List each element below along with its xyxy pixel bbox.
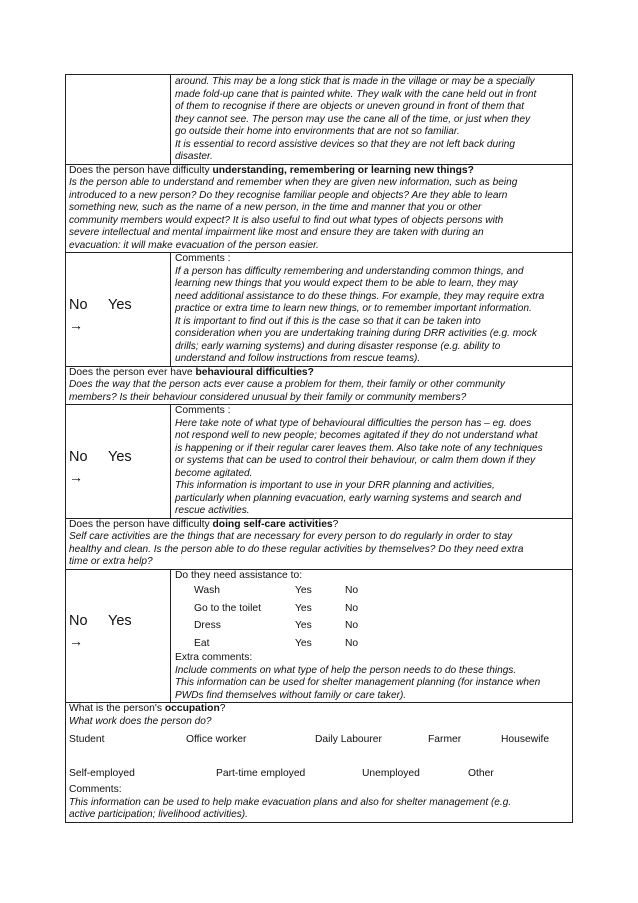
arrow-icon: → [69,632,83,649]
text-line: If a person has difficulty remembering and understanding common things, and [175,265,524,277]
task-yes-option[interactable]: Yes [295,602,312,614]
option-self-employed[interactable]: Self-employed [69,768,135,779]
text-line: particularly when planning evacuation, early warning systems and search and [175,492,522,504]
text-line: This information can be used to help make evacuation plans and also for shelter management (e.g. [69,796,512,808]
answer-cell [66,253,171,366]
understanding-help [69,177,569,252]
option-office-worker[interactable]: Office worker [186,734,247,745]
help-line: healthy and clean. Is the person able to do these regular activities by themselves? Do they need extra [69,543,524,555]
text-line: not respond well to new people; becomes agitated if they do not understand what [175,430,538,441]
occupation-question [69,703,569,716]
occupation-help: What work does the person do? [69,715,212,727]
behaviour-help [69,379,569,404]
text-line: understand and follow instructions from rescue teams). [175,353,421,364]
understanding-question [69,165,569,178]
text-line: practice or extra time to learn new things, or to remember important information. [175,303,532,314]
assist-label: Do they need assistance to: [175,569,303,581]
comments-label: Comments : [175,405,231,416]
task-row-wash [175,582,569,600]
yes-option[interactable]: Yes [108,297,132,313]
behaviour-question-row [66,366,572,405]
empty-cell [66,75,171,164]
arrow-icon: → [69,317,83,333]
help-line: severe intellectual and mental impairment like most and ensure they are taken with during an [69,227,484,238]
question-topic: doing self-care activities [212,518,333,530]
option-part-time-employed[interactable]: Part-time employed [216,768,306,779]
text-line: is happening or if their regular carer leaves them. Also take note of any techniques [175,442,543,454]
yes-option[interactable]: Yes [108,449,132,465]
task-no-option[interactable]: No [345,585,359,596]
task-no-option[interactable]: No [345,637,359,649]
question-text: Does the person have difficulty [69,164,213,176]
option-unemployed[interactable]: Unemployed [362,768,420,779]
text-line: This information can be used for shelter management planning (for instance when [175,677,541,688]
comments-text [175,266,569,366]
text-line: This information is important to use in your DRR planning and activities, [175,480,495,491]
understanding-answer-row [66,252,572,366]
text-line: active participation; livelihood activities). [69,809,248,820]
help-line: Self care activities are the things that are necessary for every person to do regularly in order to stay [69,531,513,542]
arrow-icon: → [69,469,83,485]
help-line: Does the way that the person acts ever cause a problem for them, their family or other community [69,379,505,390]
text-line: become agitated. [175,467,253,479]
comments-label: Comments: [69,784,122,795]
selfcare-question [69,519,569,532]
assistive-devices-text [171,75,572,164]
option-farmer[interactable]: Farmer [428,734,462,745]
question-topic: occupation [164,703,220,714]
occupation-options-row-1 [69,734,569,750]
task-name: Eat [194,637,210,649]
task-name: Go to the toilet [194,602,261,614]
no-option[interactable]: No [69,297,88,313]
selfcare-details [171,570,572,703]
task-no-option[interactable]: No [345,602,359,614]
text-line: disaster. [175,151,213,162]
question-topic: behavioural difficulties? [195,366,314,378]
option-daily-labourer[interactable]: Daily Labourer [315,734,382,745]
text-line: around. This may be a long stick that is made in the village or may be a specially [175,76,535,87]
answer-cell [66,405,171,518]
help-line: introduced to a new person? Do they recognise familiar people and objects? Are they able to learn [69,189,508,201]
question-mark: ? [219,703,226,714]
help-line: evacuation: it will make evacuation of the person easier. [69,239,319,251]
task-row-dress [175,617,569,635]
text-line: It is essential to record assistive devices so that they are not left back during [175,138,515,150]
selfcare-question-row [66,518,572,569]
help-line: members? Is their behaviour considered unusual by their family or community members? [69,391,467,403]
text-line: Here take note of what type of behavioural difficulties the person has – eg. does [175,417,532,429]
text-line: Include comments on what type of help the person needs to do these things. [175,664,517,676]
option-housewife[interactable]: Housewife [501,734,550,745]
question-text: Does the person ever have [69,366,196,378]
option-other[interactable]: Other [468,768,494,779]
occupation-row [66,702,572,822]
task-name: Wash [194,585,220,596]
task-yes-option[interactable]: Yes [295,585,312,596]
text-line: drills; early warning systems) and during disaster response (e.g. ability to [175,340,501,352]
task-no-option[interactable]: No [345,620,359,631]
text-line: of them to recognise if there are objects or uneven ground in front of them that [175,101,524,112]
help-line: something new, such as the name of a new person, in the time and manner that you or other [69,202,482,213]
text-line: they cannot see. The person may use the cane all of the time, or just when they [175,113,531,125]
text-line: need additional assistance to do these things. For example, they may require extra [175,290,545,302]
extra-comments-text [175,665,569,703]
occupation-comments [69,797,569,822]
option-student[interactable]: Student [69,734,105,745]
behaviour-comments [171,405,572,518]
no-option[interactable]: No [69,449,88,465]
no-option[interactable]: No [69,612,88,629]
text-line: or systems that can be used to control their behaviour, or calm them down if they [175,455,536,466]
text-line: PWDs find themselves without family or care taker). [175,689,407,701]
text-line: It is important to find out if this is the case so that it can be taken into [175,315,481,327]
extra-comments-label: Extra comments: [175,652,253,663]
selfcare-help [69,531,569,569]
comments-label: Comments : [175,253,231,264]
task-yes-option[interactable]: Yes [295,637,312,649]
question-text: What is the person's [69,703,165,714]
text-line: learning new things that you would expect them to be able to learn, they may [175,278,518,289]
text-line: rescue activities. [175,505,250,516]
question-text: Does the person have difficulty [69,518,213,530]
task-row-toilet [175,600,569,618]
behaviour-question [69,367,569,380]
task-yes-option[interactable]: Yes [295,620,312,631]
help-line: Is the person able to understand and remember when they are given new information, such as being [69,177,518,188]
task-name: Dress [194,620,221,631]
question-mark: ? [332,518,339,530]
help-line: community members would expect? It is also useful to find out what types of objects persons with [69,214,504,226]
occupation-options-row-2 [69,768,569,784]
yes-option[interactable]: Yes [108,612,132,629]
question-topic: understanding, remembering or learning new things? [212,164,474,176]
help-line: time or extra help? [69,556,153,567]
text-line: made fold-up cane that is painted white. They walk with the cane held out in front [175,88,537,100]
text-line: go outside their home into environments that are not so familiar. [175,126,460,137]
comments-text [175,418,569,518]
text-line: consideration when you are undertaking training during DRR activities (e.g. mock [175,328,537,339]
understanding-question-row [66,164,572,253]
behaviour-answer-row [66,404,572,518]
selfcare-answer-row [66,569,572,703]
assessment-table [65,74,573,823]
assistive-devices-row [66,75,572,164]
answer-cell [66,570,171,703]
understanding-comments [171,253,572,366]
task-row-eat [175,635,569,653]
